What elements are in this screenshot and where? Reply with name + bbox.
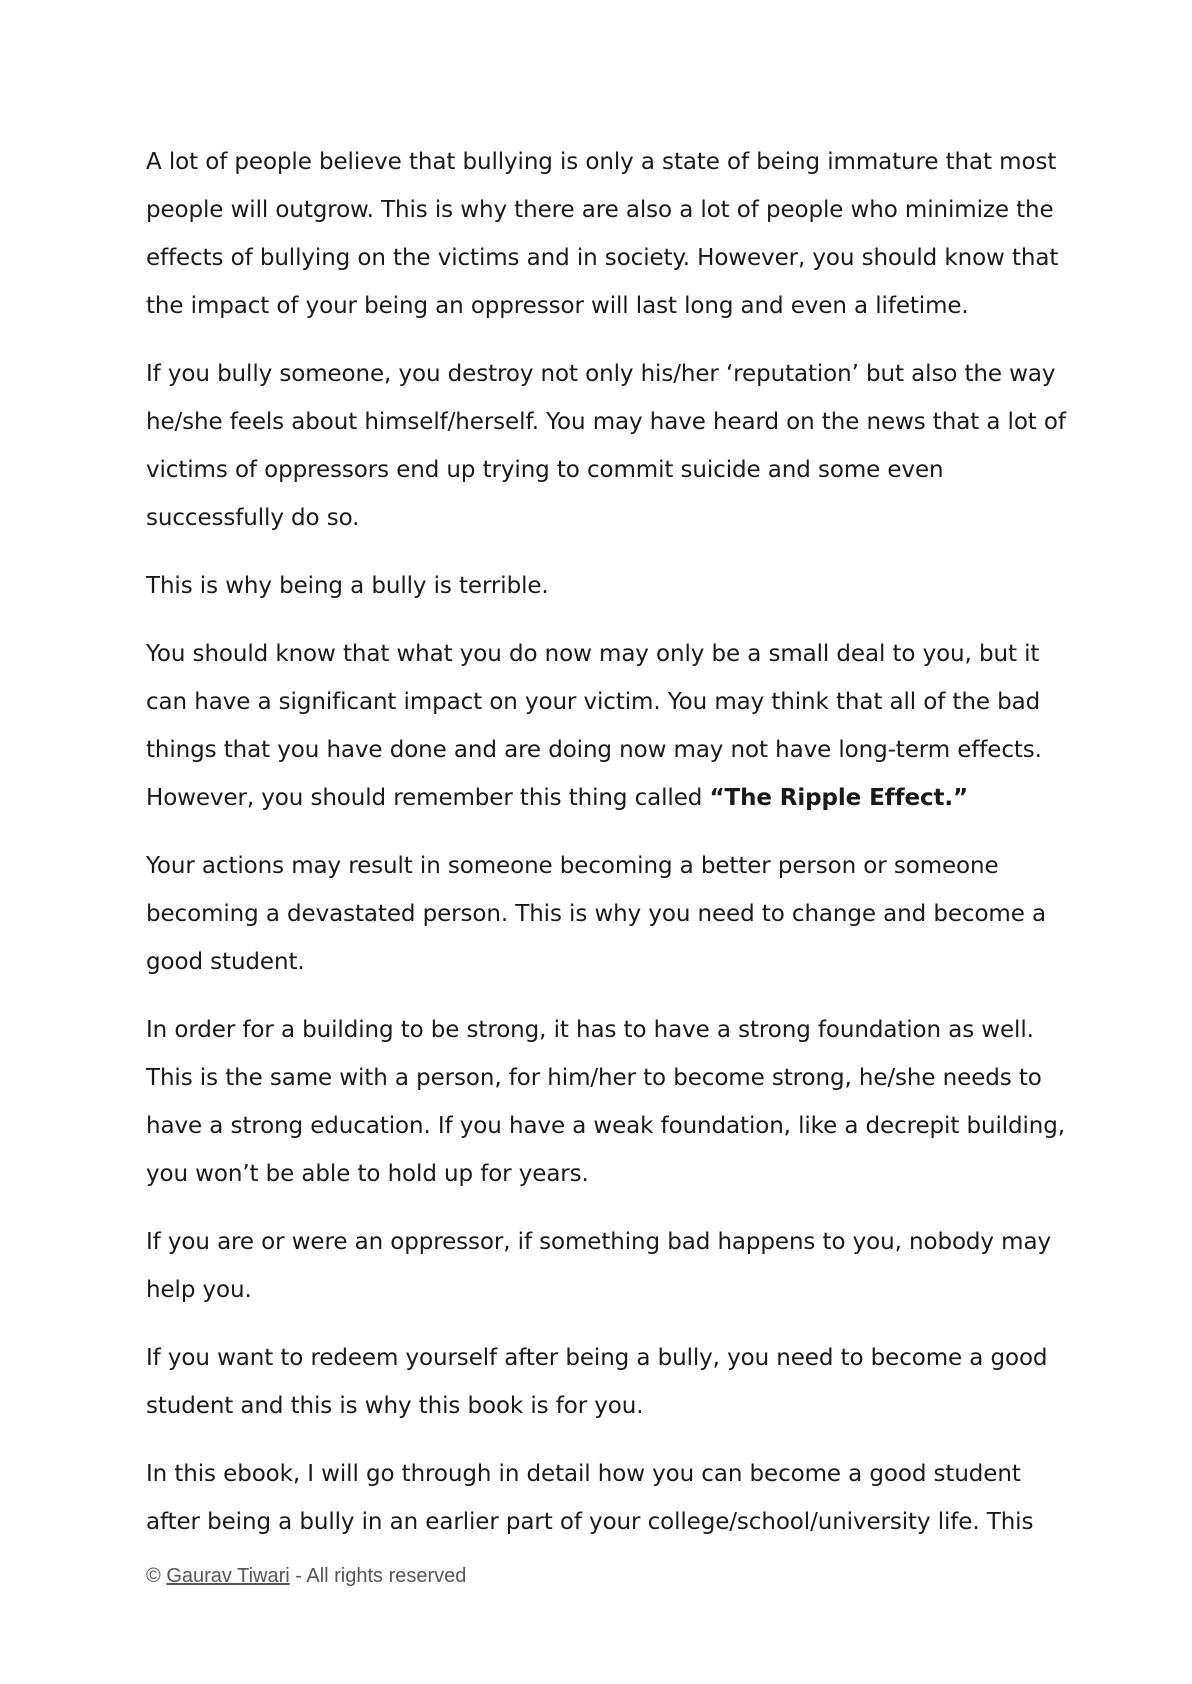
paragraph-3: This is why being a bully is terrible. <box>146 573 549 599</box>
paragraph-1: A lot of people believe that bullying is only a state of being immature that most people will outgrow. This is why there are also a lot of people who minimize the effects of bullying on the victims and in society. However, you should know that the impact of your being an oppressor will last long and even a lifetime. <box>146 149 1059 319</box>
paragraph-9: In this ebook, I will go through in detail how you can become a good student after being a bully in an earlier part of your college/school/university life. This <box>146 1461 1034 1535</box>
copyright-symbol: © <box>146 1565 161 1587</box>
author-link[interactable]: Gaurav Tiwari <box>166 1565 290 1587</box>
rights-text: - All rights reserved <box>295 1565 467 1587</box>
paragraph-4: You should know that what you do now may only be a small deal to you, but it can have a significant impact on your victim. You may think that all of the bad things that you have done and are doing now may not have long-term effects. However, you should remember this thing called “The Ripple Effect.” <box>146 641 1042 811</box>
paragraph-8: If you want to redeem yourself after being a bully, you need to become a good student and this is why this book is for you. <box>146 1345 1048 1419</box>
document-body <box>146 138 1066 1566</box>
paragraph-5: Your actions may result in someone becoming a better person or someone becoming a devastated person. This is why you need to change and become a good student. <box>146 853 1046 975</box>
paragraph-6: In order for a building to be strong, it has to have a strong foundation as well. This is the same with a person, for him/her to become strong, he/she needs to have a strong education. If you have a weak foundation, like a decrepit building, you won’t be able to hold up for years. <box>146 1017 1065 1187</box>
paragraph-7: If you are or were an oppressor, if something bad happens to you, nobody may help you. <box>146 1229 1051 1303</box>
page-footer <box>146 1565 466 1588</box>
paragraph-2: If you bully someone, you destroy not only his/her ‘reputation’ but also the way he/she feels about himself/herself. You may have heard on the news that a lot of victims of oppressors end up trying to commit suicide and some even successfully do so. <box>146 361 1066 531</box>
ripple-effect-emphasis: “The Ripple Effect.” <box>709 785 969 811</box>
